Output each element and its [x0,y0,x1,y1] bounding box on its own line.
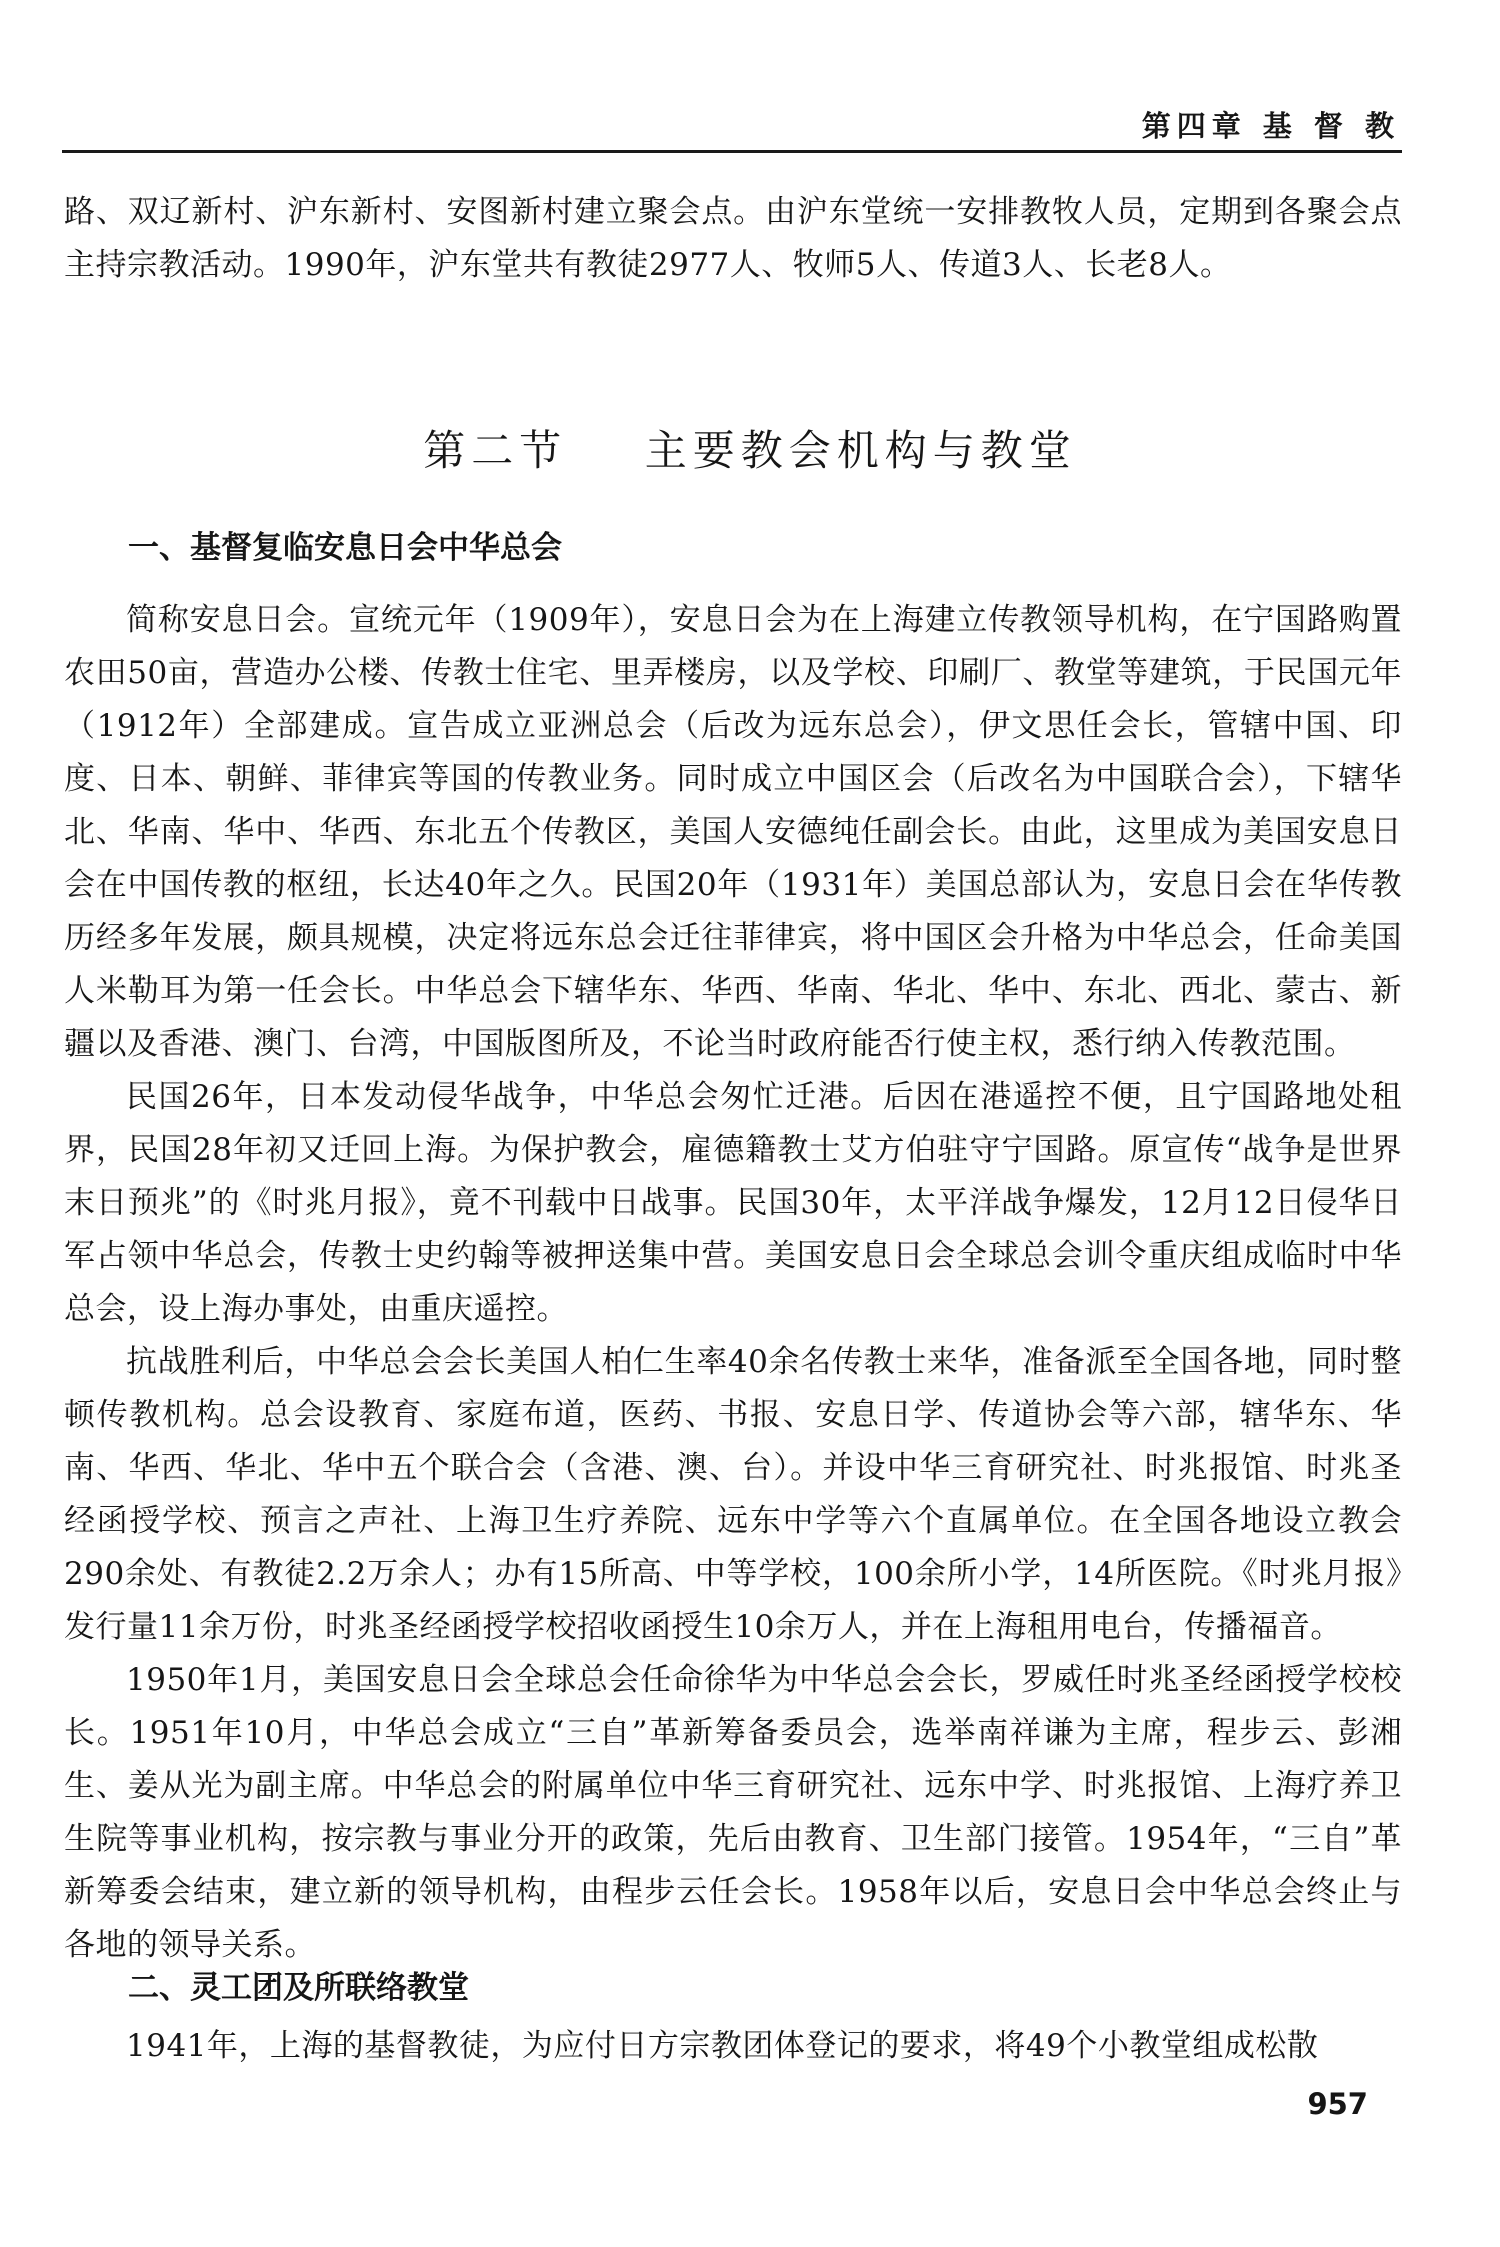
intro-paragraph: 路、双辽新村、沪东新村、安图新村建立聚会点。由沪东堂统一安排教牧人员，定期到各聚会点主持宗教活动。1990年，沪东堂共有教徒2977人、牧师5人、传道3人、长老8人。 [64,194,1402,283]
subsection-2-heading: 二、灵工团及所联络教堂 [128,1970,469,2006]
paragraph: 1950年1月，美国安息日会全球总会任命徐华为中华总会会长，罗威任时兆圣经函授学校校长。1951年10月，中华总会成立“三自”革新筹备委员会，选举南祥谦为主席，程步云、彭湘生、姜从光为副主席。中华总会的附属单位中华三育研究社、远东中学、时兆报馆、上海疗养卫生院等事业机构，按宗教与事业分开的政策，先后由教育、卫生部门接管。1954年，“三自”革新筹委会结束，建立新的领导机构，由程步云任会长。1958年以后，安息日会中华总会终止与各地的领导关系。 [64,1662,1402,1963]
paragraph: 1941年，上海的基督教徒，为应付日方宗教团体登记的要求，将49个小教堂组成松散 [126,2028,1319,2064]
header-rule [62,150,1402,153]
page-number: 957 [1307,2087,1368,2121]
paragraph: 简称安息日会。宣统元年（1909年），安息日会为在上海建立传教领导机构，在宁国路购置农田50亩，营造办公楼、传教士住宅、里弄楼房，以及学校、印刷厂、教堂等建筑，于民国元年（1912年）全部建成。宣告成立亚洲总会（后改为远东总会），伊文思任会长，管辖中国、印度、日本、朝鲜、菲律宾等国的传教业务。同时成立中国区会（后改名为中国联合会），下辖华北、华南、华中、华西、东北五个传教区，美国人安德纯任副会长。由此，这里成为美国安息日会在中国传教的枢纽，长达40年之久。民国20年（1931年）美国总部认为，安息日会在华传教历经多年发展，颇具规模，决定将远东总会迁往菲律宾，将中国区会升格为中华总会，任命美国人米勒耳为第一任会长。中华总会下辖华东、华西、华南、华北、华中、东北、西北、蒙古、新疆以及香港、澳门、台湾，中国版图所及，不论当时政府能否行使主权，悉行纳入传教范围。 [64,602,1402,1062]
subsection-1-heading: 一、基督复临安息日会中华总会 [128,530,562,566]
intro-text-block [64,186,1402,292]
subsection-1-body [64,594,1402,1972]
section-title: 第二节 主要教会机构与教堂 [423,426,1077,475]
subsection-2-body [64,2020,1402,2073]
paragraph: 民国26年，日本发动侵华战争，中华总会匆忙迁港。后因在港遥控不便，且宁国路地处租界，民国28年初又迁回上海。为保护教会，雇德籍教士艾方伯驻守宁国路。原宣传“战争是世界末日预兆”的《时兆月报》，竟不刊载中日战事。民国30年，太平洋战争爆发，12月12日侵华日军占领中华总会，传教士史约翰等被押送集中营。美国安息日会全球总会训令重庆组成临时中华总会，设上海办事处，由重庆遥控。 [64,1079,1402,1327]
paragraph: 抗战胜利后，中华总会会长美国人柏仁生率40余名传教士来华，准备派至全国各地，同时整顿传教机构。总会设教育、家庭布道，医药、书报、安息日学、传道协会等六部，辖华东、华南、华西、华北、华中五个联合会（含港、澳、台）。并设中华三育研究社、时兆报馆、时兆圣经函授学校、预言之声社、上海卫生疗养院、远东中学等六个直属单位。在全国各地设立教会290余处、有教徒2.2万余人；办有15所高、中等学校，100余所小学，14所医院。《时兆月报》发行量11余万份，时兆圣经函授学校招收函授生10余万人，并在上海租用电台，传播福音。 [64,1344,1402,1645]
running-head: 第四章 基 督 教 [1141,109,1400,143]
